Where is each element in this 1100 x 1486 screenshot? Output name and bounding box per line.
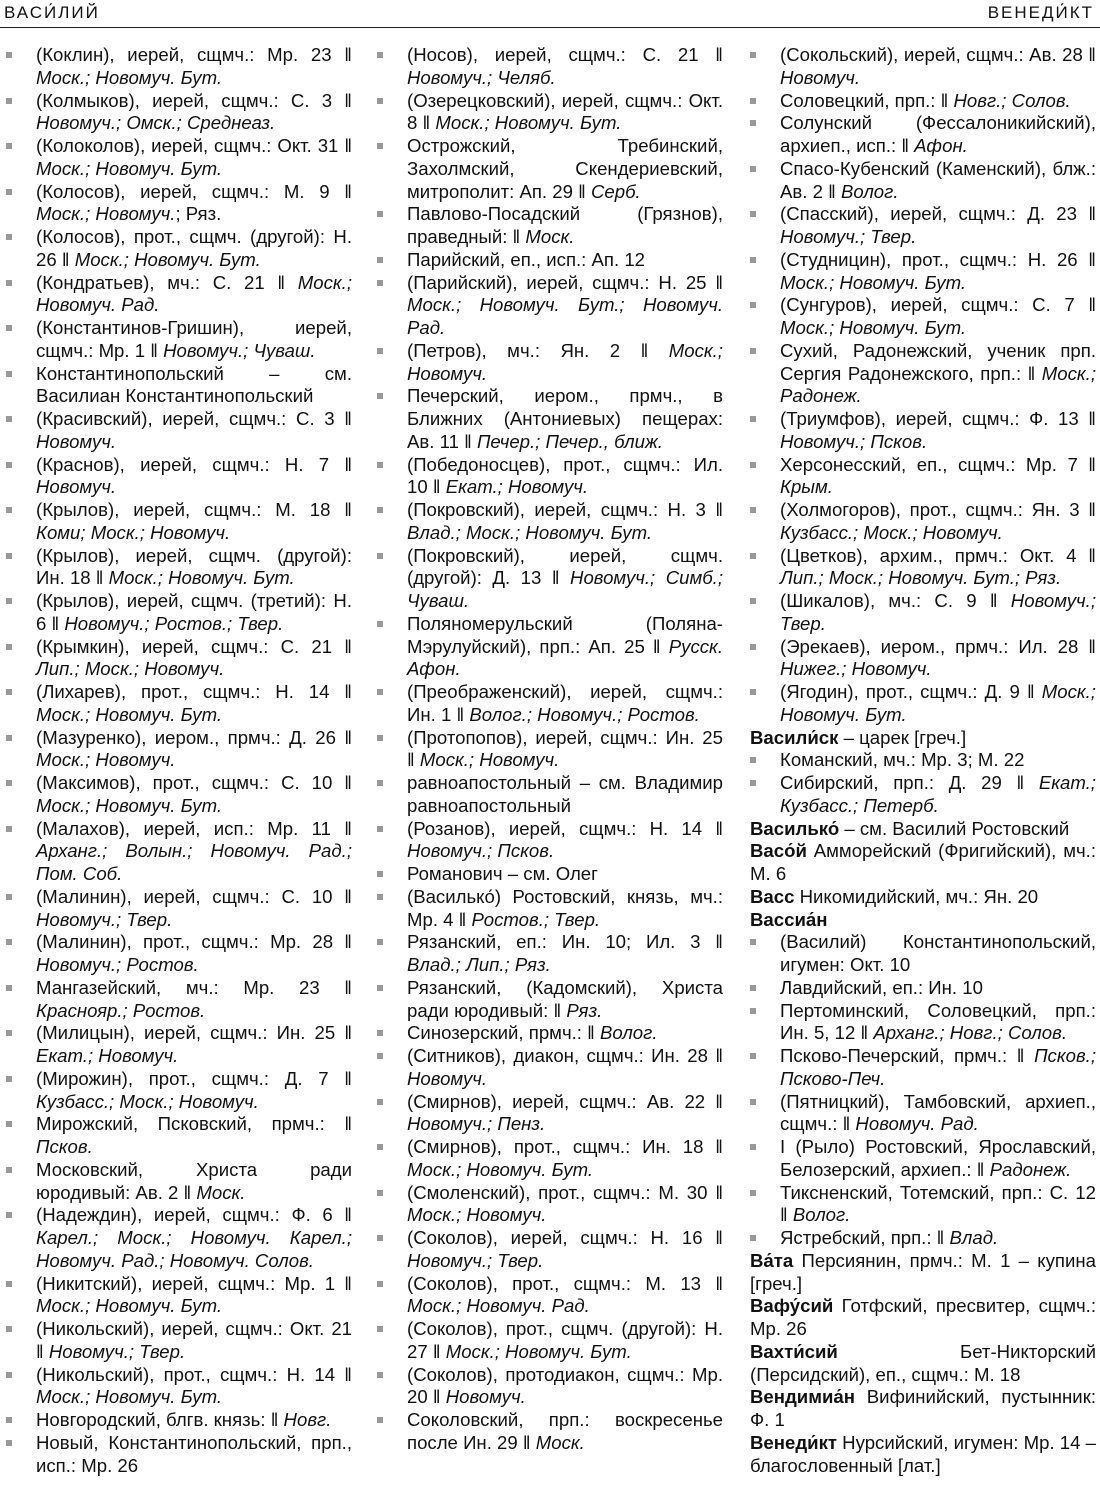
dictionary-entry [377, 1318, 723, 1364]
entry-source: Моск.; Новомуч. Бут. [435, 112, 622, 134]
dictionary-entry [750, 499, 1096, 545]
headword: Венеди́кт [750, 1431, 837, 1453]
entry-text: (Шикалов), мч.: С. 9 ‖ [780, 590, 998, 611]
entry-text: (Студницин), прот., сщмч.: Н. 26 ‖ [780, 248, 1096, 270]
entry-text: (Соколов), прот., сщмч.: М. 13 ‖ [407, 1272, 723, 1294]
dictionary-entry [6, 681, 352, 727]
entry-text: (Преображенский), иерей, сщмч.: Ин. 1 ‖ [407, 681, 723, 725]
dictionary-entry [750, 158, 1096, 204]
entry-source: Моск.; Новомуч. [407, 1204, 547, 1226]
running-head [0, 0, 1100, 28]
entry-source: Крым. [780, 476, 833, 498]
entry-text: Соловецкий, прп.: ‖ [780, 89, 949, 111]
dictionary-entry [377, 977, 723, 1023]
dictionary-entry [377, 385, 723, 453]
entry-source: Нижег.; Новомуч. [780, 658, 932, 680]
entry-text: Бет-Никторский (Персидский), еп., сщмч.: М. 18 [750, 1340, 1096, 1385]
entry-source: Карел.; Моск.; Новомуч. Карел.; Новомуч. Рад.; Новомуч. Солов. [36, 1227, 352, 1271]
headword: Вахти́сий [750, 1340, 838, 1362]
entry-source: Моск.; Новомуч. [36, 203, 176, 225]
dictionary-entry [6, 272, 352, 318]
entry-text: (Никольский), иерей, сщмч.: Окт. 21 ‖ [36, 1318, 352, 1362]
entry-text: Острожский, Требинский, Захолмский, Скендериевский, митрополит: Ап. 29 ‖ [407, 135, 723, 202]
entry-text: (Малинин), прот., сщмч.: Мр. 28 ‖ [36, 931, 352, 953]
dictionary-entry [377, 454, 723, 500]
dictionary-entry [6, 1068, 352, 1114]
dictionary-entry [377, 1045, 723, 1091]
headword: Васс [750, 885, 795, 907]
entry-text: Мирожский, Псковский, прмч.: ‖ [36, 1113, 352, 1135]
dictionary-entry [6, 317, 352, 363]
entry-text: (Василий) Константинопольский, игумен: Окт. 10 [780, 931, 1096, 975]
entry-text: (Смирнов), прот., сщмч.: Ин. 18 ‖ [407, 1136, 723, 1157]
entry-text: Рязанский, еп.: Ин. 10; Ил. 3 ‖ [407, 931, 723, 953]
dictionary-entry [750, 44, 1096, 90]
entry-source: Моск.; Новомуч. Бут. [108, 567, 295, 589]
entry-text: (Смоленский), прот., сщмч.: М. 30 ‖ [407, 1181, 723, 1203]
entry-source: Екат.; Кузбасс.; Петерб. [780, 772, 1096, 816]
dictionary-entry [377, 886, 723, 932]
entry-source: Моск. [535, 1431, 585, 1453]
entry-text: (Покровский), иерей, сщмч. (другой): Д. 13 ‖ [407, 544, 723, 589]
dictionary-entry [750, 681, 1096, 727]
entry-text: (Красивский), иерей, сщмч.: С. 3 ‖ [36, 408, 352, 429]
dictionary-entry [6, 636, 352, 682]
entry-source: Новомуч. [780, 66, 861, 88]
entry-text: (Мирожин), прот., сщмч.: Д. 7 ‖ [36, 1067, 352, 1089]
entry-text: Парийский, еп., исп.: Ап. 12 [407, 248, 645, 270]
dictionary-entry [6, 44, 352, 90]
entry-source: Моск.; Новомуч. Бут. [445, 1340, 632, 1362]
entry-text: (Колоколов), иерей, сщмч.: Окт. 31 ‖ [36, 135, 352, 156]
dictionary-entry [750, 977, 1096, 1000]
entry-text: (Крымкин), иерей, сщмч.: С. 21 ‖ [36, 635, 352, 657]
entry-source: Кузбасс.; Моск.; Новомуч. [780, 521, 1003, 543]
entry-source: Моск.; Новомуч. Бут. [780, 271, 967, 293]
entry-text: (Протопопов), иерей, сщмч.: Ин. 25 ‖ [407, 726, 723, 771]
entry-text: Никомидийский, мч.: Ян. 20 [794, 885, 1039, 907]
dictionary-entry [750, 1227, 1096, 1250]
entry-source: Моск.; Новомуч. Бут. [407, 1158, 594, 1180]
entry-text: (Краснов), иерей, сщмч.: Н. 7 ‖ [36, 453, 352, 475]
entry-source: Новомуч.; Твер. [48, 1340, 186, 1362]
dictionary-entry [750, 340, 1096, 408]
entry-source: Моск.; Новомуч. Бут. [36, 1386, 223, 1408]
dictionary-entry [6, 454, 352, 500]
column-2 [377, 44, 723, 1455]
headword: Вафу́сий [750, 1295, 834, 1317]
entry-text: (Кондратьев), мч.: С. 21 ‖ [36, 271, 286, 293]
entry-source: Новомуч.; Псков. [407, 840, 555, 862]
dictionary-entry [377, 1182, 723, 1228]
dictionary-entry [377, 203, 723, 249]
dictionary-entry [6, 1204, 352, 1272]
entry-source: Радонеж. [989, 1158, 1072, 1180]
entry-text-tail: ; Ряз. [175, 203, 222, 225]
dictionary-entry [377, 1091, 723, 1137]
entry-source: Печер.; Печер., ближ. [476, 430, 663, 452]
dictionary-entry [377, 340, 723, 386]
dictionary-entry [377, 863, 723, 886]
entry-source: Моск.; Новомуч. Рад. [36, 271, 352, 316]
dictionary-entry [750, 545, 1096, 591]
entry-text: Сибирский, прп.: Д. 29 ‖ [780, 772, 1025, 793]
entry-source: Моск.; Новомуч. Бут. [74, 248, 261, 270]
dictionary-entry [6, 408, 352, 454]
entry-source: Моск.; Новомуч. Бут. [36, 66, 223, 88]
entry-text: (Ягодин), прот., сщмч.: Д. 9 ‖ [780, 681, 1035, 702]
entry-text: (Крылов), иерей, сщмч.: М. 18 ‖ [36, 499, 352, 520]
entry-source: Влад.; Моск.; Новомуч. Бут. [407, 521, 653, 543]
entry-source: Новомуч.; Чуваш. [163, 339, 316, 361]
dictionary-entry [6, 363, 352, 409]
headword: Вендимиа́н [750, 1386, 855, 1408]
entry-text: – царек [греч.] [838, 726, 967, 748]
entry-text: Синозерский, прмч.: ‖ [407, 1022, 595, 1044]
dictionary-entry [377, 681, 723, 727]
dictionary-entry [6, 977, 352, 1023]
entry-text: (Парийский), иерей, сщмч.: Н. 25 ‖ [407, 271, 723, 293]
entry-text: Вифинийский, пустынник: Ф. 1 [750, 1386, 1096, 1430]
dictionary-entry [6, 1159, 352, 1205]
dictionary-entry [377, 545, 723, 613]
entry-text: Амморейский (Фригийский), мч.: М. 6 [750, 840, 1096, 884]
dictionary-entry [6, 1409, 352, 1432]
entry-text: (Цветков), архим., прмч.: Окт. 4 ‖ [780, 544, 1096, 566]
entry-text: Новгородский, блгв. князь: ‖ [36, 1409, 279, 1430]
running-head-right: ВЕНЕДИ́КТ [987, 3, 1094, 22]
dictionary-entry [6, 1113, 352, 1159]
entry-text: Печерский, иером., прмч., в Ближних (Антониевых) пещерах: Ав. 11 ‖ [407, 385, 723, 452]
entry-source: Новомуч. [36, 476, 117, 498]
entry-text: (Малинин), иерей, сщмч.: С. 10 ‖ [36, 885, 352, 907]
entry-text: (Розанов), иерей, сщмч.: Н. 14 ‖ [407, 817, 723, 839]
entry-text: (Малахов), иерей, исп.: Мр. 11 ‖ [36, 817, 352, 839]
entry-text: Персиянин, прмч.: М. 1 – купина [греч.] [750, 1249, 1096, 1294]
entry-text: (Триумфов), иерей, сщмч.: Ф. 13 ‖ [780, 408, 1096, 429]
dictionary-entry [750, 749, 1096, 772]
entry-text: (Эрекаев), иером., прмч.: Ил. 28 ‖ [780, 635, 1096, 657]
entry-text: Спасо-Кубенский (Каменский), блж.: Ав. 2 ‖ [780, 157, 1096, 202]
dictionary-entry [6, 886, 352, 932]
entry-text: – см. Василий Ростовский [839, 817, 1070, 839]
entry-text: Лавдийский, еп.: Ин. 10 [780, 976, 983, 998]
entry-source: Краснояр.; Ростов. [36, 999, 206, 1021]
dictionary-entry [750, 454, 1096, 500]
entry-text: (Сунгуров), иерей, сщмч.: С. 7 ‖ [780, 294, 1096, 316]
dictionary-entry [750, 590, 1096, 636]
headword-entry [750, 1295, 1096, 1341]
entry-source: Новомуч.; Твер. [407, 1249, 544, 1271]
dictionary-entry [377, 772, 723, 818]
entry-text: Мангазейский, мч.: Мр. 23 ‖ [36, 976, 352, 998]
entry-text: Херсонесский, еп., сщмч.: Мр. 7 ‖ [780, 453, 1096, 475]
dictionary-entry [750, 203, 1096, 249]
entry-text: Соколовский, прп.: воскресенье после Ин. 29 ‖ [407, 1409, 723, 1453]
entry-text: (Петров), мч.: Ян. 2 ‖ [407, 339, 649, 361]
entry-text: (Крылов), иерей, сщмч. (третий): Н. 6 ‖ [36, 590, 352, 634]
dictionary-entry [6, 226, 352, 272]
dictionary-entry [377, 1364, 723, 1410]
entry-source: Новомуч.; Ростов.; Твер. [64, 612, 284, 634]
entry-source: Ряз. [566, 999, 603, 1021]
entry-text: (Максимов), прот., сщмч.: С. 10 ‖ [36, 772, 352, 793]
entry-text: (Коклин), иерей, сщмч.: Мр. 23 ‖ [36, 44, 352, 65]
dictionary-entry [6, 772, 352, 818]
dictionary-entry [377, 1409, 723, 1455]
entry-source: Волог. [840, 180, 899, 202]
entry-source: Влад.; Лип.; Ряз. [407, 954, 551, 975]
entry-text: Пертоминский, Соловецкий, прп.: Ин. 5, 12 ‖ [780, 999, 1096, 1044]
column-1 [6, 44, 352, 1477]
entry-source: Ростов.; Твер. [471, 908, 601, 930]
entry-source: Новомуч.; Омск.; Среднеаз. [36, 112, 276, 134]
entry-text: (Пятницкий), Тамбовский, архиеп., сщмч.: ‖ [780, 1090, 1096, 1135]
entry-text: (Надеждин), иерей, сщмч.: Ф. 6 ‖ [36, 1204, 352, 1226]
dictionary-entry [750, 249, 1096, 295]
dictionary-entry [6, 1364, 352, 1410]
entry-text: (Колосов), прот., сщмч. (другой): Н. 26 ‖ [36, 226, 352, 270]
entry-text: Поляномерульский (Поляна-Мэрулуйский), прп.: Ап. 25 ‖ [407, 612, 723, 657]
dictionary-entry [6, 135, 352, 181]
headword-entry [750, 840, 1096, 886]
entry-source: Новомуч.; Челяб. [407, 66, 556, 88]
entry-source: Новомуч. [445, 1386, 526, 1408]
headword-entry [750, 1432, 1096, 1478]
dictionary-entry [750, 772, 1096, 818]
dictionary-entry [377, 931, 723, 977]
entry-source: Моск.; Новомуч. Бут. [36, 157, 223, 179]
dictionary-entry [750, 408, 1096, 454]
entry-text: (Победоносцев), прот., сщмч.: Ил. 10 ‖ [407, 453, 723, 498]
entry-source: Арханг.; Волын.; Новомуч. Рад.; Пом. Соб. [36, 840, 352, 884]
headword: Васили́ск [750, 726, 839, 748]
headword: Василько́ [750, 817, 840, 839]
entry-text: Тиксненский, Тотемский, прп.: С. 12 ‖ [780, 1181, 1096, 1226]
dictionary-entry [6, 545, 352, 591]
entry-source: Новомуч.; Ростов. [36, 954, 199, 975]
dictionary-entry [377, 1136, 723, 1182]
entry-text: (Колмыков), иерей, сщмч.: С. 3 ‖ [36, 89, 352, 111]
entry-text: Рязанский, (Кадомский), Христа ради юродивый: ‖ [407, 976, 723, 1021]
dictionary-entry [6, 1022, 352, 1068]
entry-text: (Сокольский), иерей, сщмч.: Ав. 28 ‖ [780, 44, 1096, 65]
dictionary-entry [6, 590, 352, 636]
headword-entry [750, 1341, 1096, 1387]
dictionary-entry [377, 44, 723, 90]
entry-source: Арханг.; Новг.; Солов. [873, 1022, 1067, 1044]
entry-source: Коми; Моск.; Новомуч. [36, 521, 231, 543]
dictionary-entry [750, 931, 1096, 977]
entry-source: Моск. [525, 226, 575, 247]
running-head-left: ВАСИ́ЛИЙ [4, 3, 100, 22]
entry-text: Сухий, Радонежский, ученик прп. Сергия Радонежского, прп.: ‖ [780, 339, 1096, 384]
entry-text: (Холмогоров), прот., сщмч.: Ян. 3 ‖ [780, 499, 1096, 520]
entry-source: Моск.; Новомуч. [407, 339, 723, 384]
entry-source: Новомуч.; Псков. [780, 430, 928, 452]
entry-source: Моск.; Новомуч. [36, 749, 176, 771]
dictionary-entry [377, 727, 723, 773]
entry-text: Псково-Печерский, прмч.: ‖ [780, 1045, 1025, 1066]
entry-text: Павлово-Посадский (Грязнов), праведный: ‖ [407, 203, 723, 247]
entry-source: Моск.; Новомуч. [419, 749, 560, 771]
dictionary-entry [6, 931, 352, 977]
entry-text: (Спасский), иерей, сщмч.: Д. 23 ‖ [780, 203, 1096, 225]
entry-source: Новомуч. Рад. [855, 1113, 979, 1135]
entry-source: Моск.; Новомуч. Бут. [36, 1295, 223, 1317]
dictionary-entry [377, 90, 723, 136]
entry-source: Новомуч. [36, 430, 117, 452]
entry-text: (Смирнов), иерей, сщмч.: Ав. 22 ‖ [407, 1090, 723, 1112]
dictionary-entry [6, 499, 352, 545]
entry-text: Готфский, пресвитер, сщмч.: Мр. 26 [750, 1295, 1096, 1339]
dictionary-entry [377, 135, 723, 203]
entry-text: (Милицын), иерей, сщмч.: Ин. 25 ‖ [36, 1022, 352, 1044]
entry-text: (Лихарев), прот., сщмч.: Н. 14 ‖ [36, 681, 352, 702]
column-3 [750, 44, 1096, 1477]
headword-entry [750, 886, 1096, 909]
entry-source: Новомуч.; Твер. [780, 590, 1096, 634]
dictionary-entry [377, 613, 723, 681]
entry-text: Московский, Христа ради юродивый: Ав. 2 ‖ [36, 1158, 352, 1203]
entry-text: Солунский (Фессалоникийский), архиеп., исп.: ‖ [780, 112, 1096, 156]
entry-source: Моск.; Новомуч. Рад. [407, 1295, 590, 1317]
entry-source: Моск.; Радонеж. [780, 362, 1096, 407]
headword-entry [750, 1386, 1096, 1432]
entry-source: Псков. [36, 1136, 93, 1157]
headword: Вассиа́н [750, 908, 828, 930]
entry-source: Волог.; Новомуч.; Ростов. [469, 703, 700, 725]
dictionary-entry [750, 112, 1096, 158]
dictionary-entry [377, 1227, 723, 1273]
entry-text: равноапостольный – см. Владимир равноапостольный [407, 772, 723, 816]
entry-source: Моск.; Новомуч. Бут.; Новомуч. Рад. [407, 294, 723, 338]
entry-source: Кузбасс.; Моск.; Новомуч. [36, 1090, 259, 1112]
entry-source: Новомуч.; Твер. [36, 908, 173, 930]
entry-source: Псков.; Псково-Печ. [780, 1045, 1096, 1089]
entry-source: Моск.; Новомуч. Бут. [36, 703, 223, 725]
dictionary-entry [6, 90, 352, 136]
entry-source: Моск. [196, 1181, 246, 1203]
entry-text: (Соколов), прот., сщмч. (другой): Н. 27 ‖ [407, 1318, 723, 1362]
dictionary-entry [750, 294, 1096, 340]
headword-entry [750, 818, 1096, 841]
entry-source: Волог. [792, 1204, 851, 1226]
dictionary-entry [377, 499, 723, 545]
dictionary-entry [377, 1022, 723, 1045]
entry-text: Ястребский, прп.: ‖ [780, 1227, 945, 1248]
dictionary-entry [6, 1318, 352, 1364]
entry-text: (Носов), иерей, сщмч.: С. 21 ‖ [407, 44, 723, 65]
entry-text: (Никитский), иерей, сщмч.: Мр. 1 ‖ [36, 1272, 352, 1294]
entry-text: Романович – см. Олег [407, 863, 598, 884]
dictionary-entry [6, 181, 352, 227]
dictionary-entry [750, 636, 1096, 682]
dictionary-entry [377, 272, 723, 340]
entry-text: (Мазуренко), иером., прмч.: Д. 26 ‖ [36, 726, 352, 748]
entry-source: Новомуч.; Твер. [780, 226, 917, 247]
entry-source: Моск.; Новомуч. Бут. [36, 794, 223, 816]
entry-text: (Константинов-Гришин), иерей, сщмч.: Мр. 1 ‖ [36, 317, 352, 361]
dictionary-entry [6, 727, 352, 773]
dictionary-entry [6, 818, 352, 886]
headword: Васо́й [750, 840, 807, 862]
entry-text: Новый, Константинопольский, прп., исп.: Мр. 26 [36, 1431, 352, 1476]
dictionary-entry [377, 1273, 723, 1319]
dictionary-entry [750, 90, 1096, 113]
entry-source: Влад. [949, 1227, 999, 1248]
headword-entry [750, 727, 1096, 750]
entry-source: Екат.; Новомуч. [36, 1045, 179, 1066]
entry-source: Новомуч.; Пенз. [407, 1113, 546, 1135]
entry-text: Нурсийский, игумен: Мр. 14 – благословенный [лат.] [750, 1431, 1096, 1476]
dictionary-entry [377, 818, 723, 864]
entry-text: (Колосов), иерей, сщмч.: М. 9 ‖ [36, 180, 352, 202]
entry-text: (Никольский), прот., сщмч.: Н. 14 ‖ [36, 1363, 352, 1385]
entry-source: Новомуч. [407, 1067, 488, 1089]
entry-text: I (Рыло) Ростовский, Ярославский, Белозерский, архиеп.: ‖ [780, 1136, 1096, 1180]
entry-source: Русск. Афон. [407, 635, 724, 680]
dictionary-entry [750, 1045, 1096, 1091]
entry-source: Волог. [599, 1022, 658, 1044]
entry-text: Константинопольский – см. Василиан Константинопольский [36, 362, 352, 407]
entry-text: (Василько́) Ростовский, князь, мч.: Мр. 4 ‖ [407, 885, 723, 930]
entry-source: Серб. [590, 180, 641, 202]
dictionary-entry [6, 1432, 352, 1478]
entry-text: (Соколов), протодиакон, сщмч.: Мр. 20 ‖ [407, 1363, 723, 1408]
headword-entry [750, 909, 1096, 932]
entry-source: Екат.; Новомуч. [445, 476, 589, 498]
entry-source: Моск.; Новомуч. Бут. [780, 681, 1096, 725]
headword-entry [750, 1250, 1096, 1296]
dictionary-entry [750, 1000, 1096, 1046]
entry-source: Новг. [283, 1409, 332, 1430]
dictionary-entry [6, 1273, 352, 1319]
entry-text: Команский, мч.: Мр. 3; М. 22 [780, 749, 1025, 771]
headword: Ва́та [750, 1249, 794, 1271]
dictionary-entry [750, 1091, 1096, 1137]
entry-source: Моск.; Новомуч. Бут. [780, 317, 967, 338]
entry-text: (Крылов), иерей, сщмч. (другой): Ин. 18 ‖ [36, 544, 352, 589]
dictionary-entry [750, 1182, 1096, 1228]
entry-source: Новомуч.; Симб.; Чуваш. [407, 567, 724, 611]
entry-text: (Озерецковский), иерей, сщмч.: Окт. 8 ‖ [407, 89, 723, 134]
dictionary-entry [377, 249, 723, 272]
entry-source: Лип.; Моск.; Новомуч. [36, 658, 225, 680]
entry-source: Новг.; Солов. [953, 89, 1071, 111]
entry-text: (Покровский), иерей, сщмч.: Н. 3 ‖ [407, 499, 723, 520]
entry-source: Афон. [914, 135, 968, 156]
entry-source: Лип.; Моск.; Новомуч. Бут.; Ряз. [780, 567, 1062, 589]
entry-text: (Ситников), диакон, сщмч.: Ин. 28 ‖ [407, 1045, 723, 1066]
dictionary-entry [750, 1136, 1096, 1182]
entry-text: (Соколов), иерей, сщмч.: Н. 16 ‖ [407, 1227, 723, 1248]
